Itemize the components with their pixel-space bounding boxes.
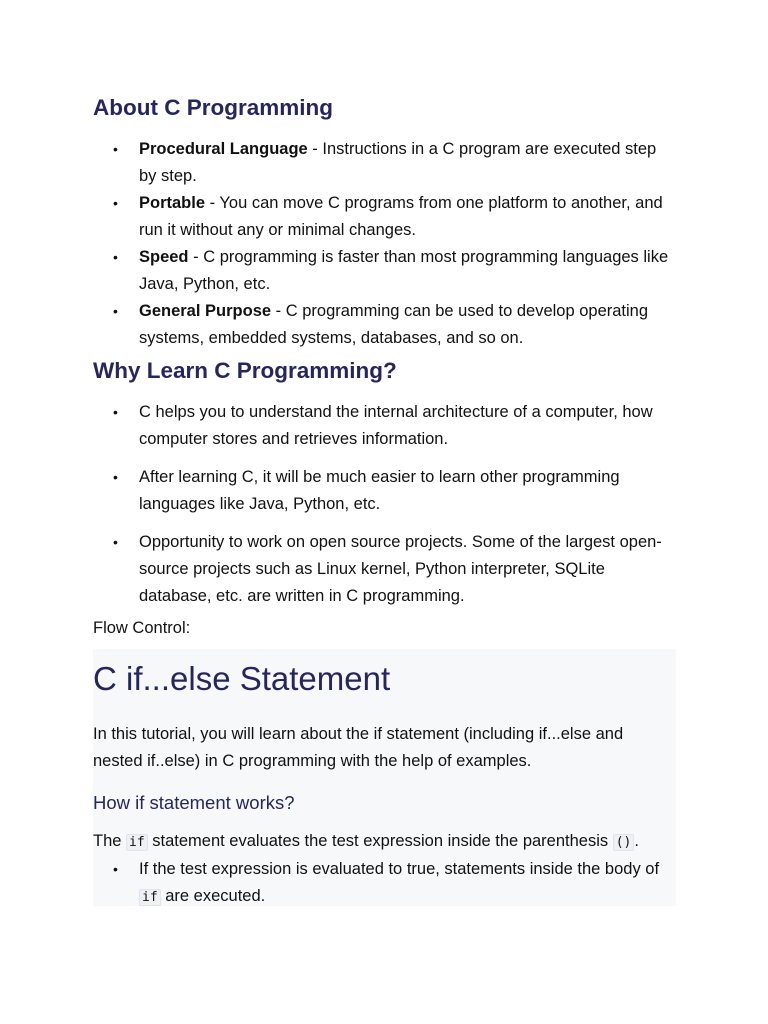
- list-item-text: - You can move C programs from one platform to another, and run it without any or minimal changes.: [139, 194, 663, 239]
- tutorial-panel: [93, 649, 676, 906]
- why-section: [93, 357, 676, 621]
- about-list: [93, 136, 676, 352]
- list-item-text: - C programming can be used to develop operating systems, embedded systems, databases, and so on.: [139, 302, 649, 347]
- list-item-term: General Purpose: [139, 302, 272, 320]
- list-item: • After learning C, it will be much easier to learn other programming languages like Java, Python, etc.: [93, 464, 676, 518]
- inline-code: (): [613, 834, 635, 851]
- list-item: [93, 856, 676, 911]
- bullet-suffix: are executed.: [160, 887, 266, 905]
- about-section: [93, 94, 676, 352]
- bullet-prefix: If the test expression is evaluated to true, statements inside the body of: [139, 860, 660, 878]
- list-item: • C helps you to understand the internal architecture of a computer, how computer stores and retrieves information.: [93, 399, 676, 453]
- inline-code: if: [126, 834, 148, 851]
- list-item: • Opportunity to work on open source projects. Some of the largest open-source projects such as Linux kernel, Python interpreter, SQLite database, etc. are written in C programming.: [93, 529, 676, 610]
- list-item: [93, 136, 676, 190]
- list-item-text: - Instructions in a C program are executed step by step.: [139, 140, 657, 185]
- flow-control-label: Flow Control:: [93, 619, 191, 637]
- list-item: [93, 298, 676, 352]
- inline-code: if: [139, 889, 161, 906]
- list-item: [93, 244, 676, 298]
- tutorial-intro: In this tutorial, you will learn about the if statement (including if...else and nested if..else) in C programming with the help of examples.: [93, 725, 624, 770]
- statement-middle: statement evaluates the test expression inside the parenthesis: [147, 832, 613, 850]
- about-heading: About C Programming: [93, 95, 333, 120]
- tutorial-subheading: How if statement works?: [93, 792, 295, 813]
- list-item: [93, 190, 676, 244]
- if-statement-description: [93, 828, 639, 856]
- why-heading: Why Learn C Programming?: [93, 358, 397, 383]
- list-item-term: Procedural Language: [139, 140, 308, 158]
- list-item-term: Portable: [139, 194, 206, 212]
- statement-suffix: .: [634, 832, 639, 850]
- list-item-text: - C programming is faster than most programming languages like Java, Python, etc.: [139, 248, 669, 293]
- tutorial-list: [93, 856, 676, 911]
- list-item-term: Speed: [139, 248, 189, 266]
- why-list: [93, 399, 676, 610]
- tutorial-title: C if...else Statement: [93, 660, 391, 697]
- statement-prefix: The: [93, 832, 127, 850]
